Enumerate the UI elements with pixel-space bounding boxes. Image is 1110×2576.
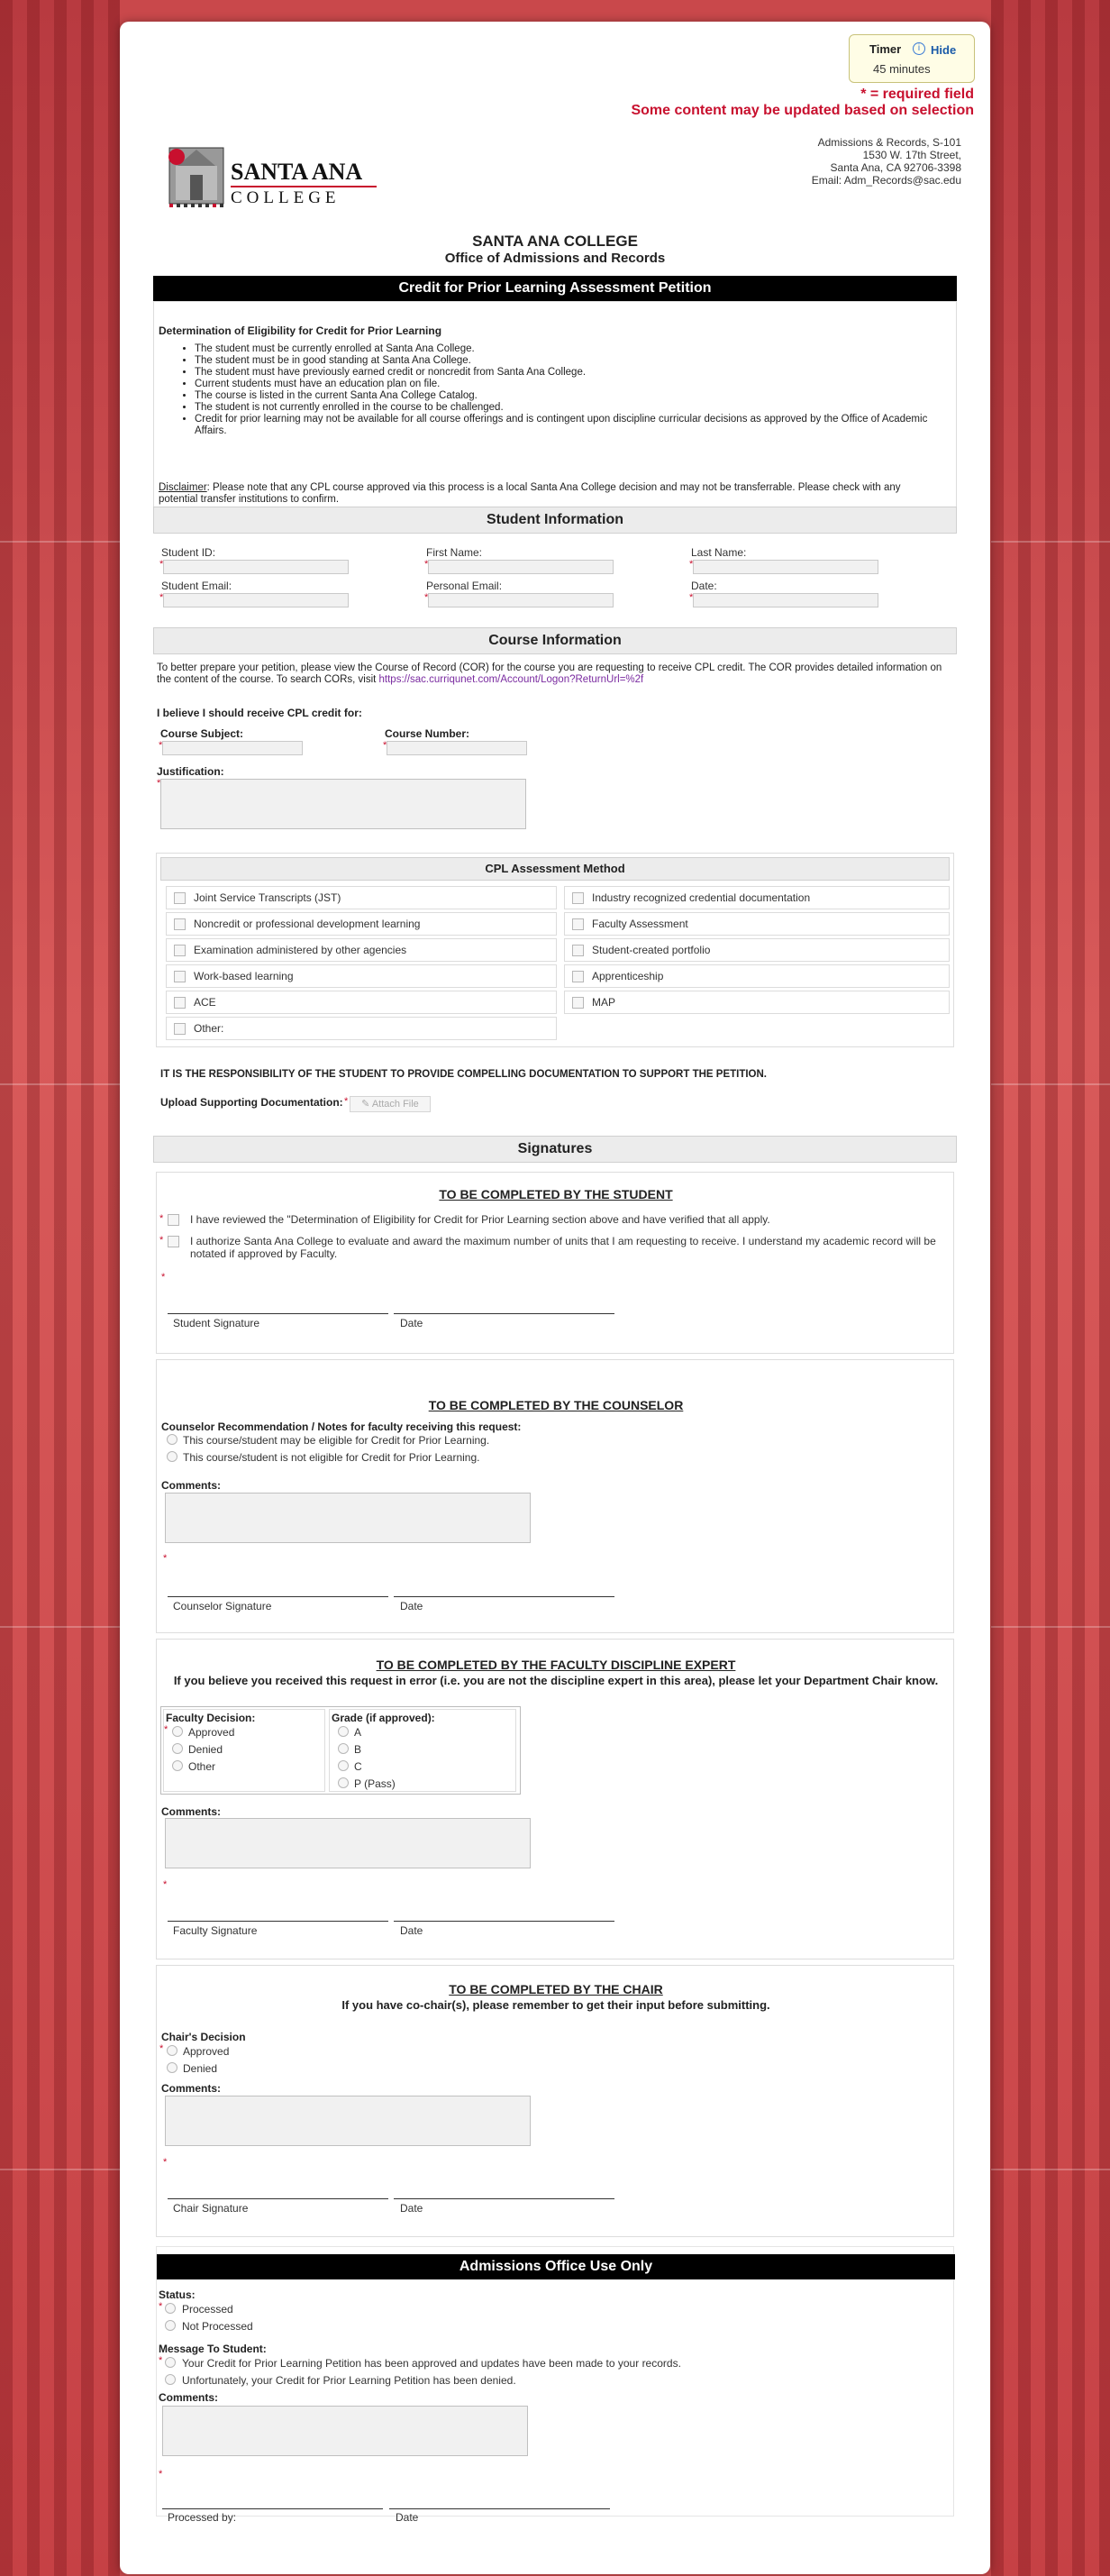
college-logo xyxy=(165,139,381,211)
cpl-section xyxy=(156,853,954,1047)
processed-by-label: Processed by: xyxy=(168,2511,237,2524)
cpl-option xyxy=(166,1017,557,1040)
timer-title: Timer xyxy=(869,42,902,56)
faculty-date-line[interactable] xyxy=(394,1921,614,1922)
eligibility-heading: Determination of Eligibility for Credit for Prior Learning xyxy=(159,324,442,337)
first-name-input[interactable] xyxy=(428,560,614,574)
cpl-option-label: Joint Service Transcripts (JST) xyxy=(194,891,341,904)
first-name-label: First Name: xyxy=(426,546,483,559)
cpl-option xyxy=(166,938,557,962)
student-signature-block xyxy=(156,1172,954,1354)
cpl-option xyxy=(564,991,950,1014)
required-marker: * xyxy=(163,1553,168,1564)
chair-date-label: Date xyxy=(400,2202,423,2215)
chair-block xyxy=(156,1965,954,2237)
faculty-other-radio[interactable] xyxy=(172,1760,183,1771)
student-id-input[interactable] xyxy=(163,560,349,574)
list-item: • Credit for prior learning may not be available for all course offerings and is contingent upon discipline curricular decisions as approved by the Office of Academic Affairs. xyxy=(195,414,933,437)
student-date-line[interactable] xyxy=(394,1313,614,1314)
cpl-option-checkbox[interactable] xyxy=(174,971,186,982)
chair-block-subtitle: If you have co-chair(s), please remember to get their input before submitting. xyxy=(341,1998,770,2012)
logo-line2: COLLEGE xyxy=(231,188,341,207)
student-signature-line[interactable] xyxy=(168,1313,388,1314)
course-subject-label: Course Subject: xyxy=(160,727,244,740)
counselor-comments-label: Comments: xyxy=(161,1479,222,1492)
required-marker: * xyxy=(159,592,164,603)
faculty-block-heading: TO BE COMPLETED BY THE FACULTY DISCIPLINE EXPERT xyxy=(376,1658,736,1672)
denied-message-label: Unfortunately, your Credit for Prior Learning Petition has been denied. xyxy=(182,2374,516,2387)
form-card xyxy=(120,22,990,2574)
chair-approved-radio[interactable] xyxy=(167,2045,177,2056)
chair-comments-label: Comments: xyxy=(161,2082,222,2095)
required-note: * = required field xyxy=(860,87,974,102)
list-item: • The student is not currently enrolled in the course to be challenged. xyxy=(195,402,933,414)
cpl-option xyxy=(166,886,557,909)
grade-b-label: B xyxy=(354,1743,362,1756)
grade-p-label: P (Pass) xyxy=(354,1777,396,1790)
may-be-eligible-label: This course/student may be eligible for Credit for Prior Learning. xyxy=(183,1434,490,1447)
required-marker: * xyxy=(383,740,387,751)
processed-by-line[interactable] xyxy=(162,2508,383,2509)
cpl-option-checkbox[interactable] xyxy=(174,892,186,904)
logo-rule xyxy=(231,186,377,187)
cpl-option-label: Industry recognized credential documentation xyxy=(592,891,811,904)
justification-textarea[interactable] xyxy=(160,779,526,829)
list-item: • The student must be currently enrolled at Santa Ana College. xyxy=(195,343,933,355)
believe-label: I believe I should receive CPL credit for: xyxy=(157,707,362,719)
chair-signature-line[interactable] xyxy=(168,2198,388,2199)
grade-a-radio[interactable] xyxy=(338,1726,349,1737)
not-processed-label: Not Processed xyxy=(182,2320,253,2333)
cpl-option-label: MAP xyxy=(592,996,616,1009)
required-marker: * xyxy=(157,778,161,789)
timer-hide-link[interactable]: Hide xyxy=(931,43,957,57)
authorize-text: I authorize Santa Ana College to evaluate and award the maximum number of units that I am requesting to receive. I understand my academic record will be notated if approved by Faculty. xyxy=(190,1235,936,1260)
chair-denied-radio[interactable] xyxy=(167,2062,177,2073)
last-name-label: Last Name: xyxy=(691,546,747,559)
background-right xyxy=(991,0,1110,2576)
date-input[interactable] xyxy=(693,593,878,607)
cpl-option-label: Examination administered by other agencies xyxy=(194,944,407,956)
office-comments-label: Comments: xyxy=(159,2391,219,2404)
office-title: Office of Admissions and Records xyxy=(444,251,666,266)
faculty-decision-cell xyxy=(163,1709,325,1792)
cpl-option-checkbox[interactable] xyxy=(572,997,584,1009)
chair-date-line[interactable] xyxy=(394,2198,614,2199)
cor-link[interactable]: https://sac.curriqunet.com/Account/Logon?ReturnUrl=%2f xyxy=(378,674,644,685)
counselor-date-label: Date xyxy=(400,1600,423,1612)
address-email: Email: Adm_Records@sac.edu xyxy=(811,174,961,187)
faculty-other-label: Other xyxy=(188,1760,216,1773)
required-marker: * xyxy=(159,2469,163,2480)
disclaimer xyxy=(159,482,942,506)
cpl-option-label: Noncredit or professional development learning xyxy=(194,918,421,930)
required-marker: * xyxy=(159,2355,163,2366)
counselor-comments-textarea[interactable] xyxy=(165,1493,531,1543)
faculty-denied-radio[interactable] xyxy=(172,1743,183,1754)
eligibility-verify-text: I have reviewed the "Determination of Eligibility for Credit for Prior Learning section above and have verified that all apply. xyxy=(190,1213,770,1226)
required-marker: * xyxy=(689,559,694,570)
personal-email-label: Personal Email: xyxy=(426,580,503,592)
required-marker: * xyxy=(344,1096,349,1107)
grade-c-label: C xyxy=(354,1760,362,1773)
disclaimer-label: Disclaimer xyxy=(159,482,207,493)
chair-denied-label: Denied xyxy=(183,2062,218,2075)
approved-message-label: Your Credit for Prior Learning Petition has been approved and updates have been made to your records. xyxy=(182,2357,681,2370)
cpl-option-label: Other: xyxy=(194,1022,224,1035)
update-note: Some content may be updated based on selection xyxy=(631,103,974,118)
required-marker: * xyxy=(424,592,429,603)
required-marker: * xyxy=(161,1272,166,1283)
justification-label: Justification: xyxy=(157,765,224,778)
grade-c-radio[interactable] xyxy=(338,1760,349,1771)
cpl-header: CPL Assessment Method xyxy=(160,857,950,881)
not-eligible-label: This course/student is not eligible for Credit for Prior Learning. xyxy=(183,1451,480,1464)
college-title: SANTA ANA COLLEGE xyxy=(472,233,638,250)
required-marker: * xyxy=(159,2301,163,2312)
required-marker: * xyxy=(424,559,429,570)
faculty-approved-radio[interactable] xyxy=(172,1726,183,1737)
cpl-option-checkbox[interactable] xyxy=(174,945,186,956)
cpl-option-label: Apprenticeship xyxy=(592,970,664,982)
student-signature-label: Student Signature xyxy=(173,1317,260,1329)
course-subject-input[interactable] xyxy=(162,741,303,755)
student-date-label: Date xyxy=(400,1317,423,1329)
personal-email-input[interactable] xyxy=(428,593,614,607)
signatures-header: Signatures xyxy=(153,1136,957,1163)
denied-message-radio[interactable] xyxy=(165,2374,176,2385)
list-item: • The course is listed in the current Santa Ana College Catalog. xyxy=(195,390,933,402)
last-name-input[interactable] xyxy=(693,560,878,574)
cpl-option xyxy=(564,912,950,936)
cpl-option xyxy=(166,912,557,936)
faculty-approved-label: Approved xyxy=(188,1726,235,1739)
attach-file-button[interactable]: ✎ Attach File xyxy=(350,1096,431,1112)
required-marker: * xyxy=(689,592,694,603)
grade-p-radio[interactable] xyxy=(338,1777,349,1788)
cpl-option-checkbox[interactable] xyxy=(174,1023,186,1035)
student-block-heading: TO BE COMPLETED BY THE STUDENT xyxy=(439,1187,673,1201)
chair-comments-textarea[interactable] xyxy=(165,2096,531,2146)
faculty-signature-label: Faculty Signature xyxy=(173,1924,258,1937)
eligibility-verify-checkbox[interactable] xyxy=(168,1214,179,1226)
logo-line1: SANTA ANA xyxy=(231,159,363,185)
disclaimer-text: : Please note that any CPL course approved via this process is a local Santa Ana College decision and may not be transferrable. Please check with any potential transfer institutions to confirm. xyxy=(159,482,901,505)
faculty-signature-line[interactable] xyxy=(168,1921,388,1922)
course-number-input[interactable] xyxy=(387,741,527,755)
counselor-signature-line[interactable] xyxy=(168,1596,388,1597)
approved-message-radio[interactable] xyxy=(165,2357,176,2368)
chair-block-heading: TO BE COMPLETED BY THE CHAIR xyxy=(449,1982,663,1996)
faculty-denied-label: Denied xyxy=(188,1743,223,1756)
required-marker: * xyxy=(159,1235,164,1246)
faculty-block-subtitle: If you believe you received this request in error (i.e. you are not the discipline expert in this area), please let your Department Chair know. xyxy=(173,1674,939,1687)
office-use-block xyxy=(156,2246,954,2517)
cpl-option xyxy=(564,886,950,909)
message-label: Message To Student: xyxy=(159,2343,267,2355)
address-line: Admissions & Records, S-101 xyxy=(817,136,961,149)
address-line: Santa Ana, CA 92706-3398 xyxy=(830,161,961,174)
office-date-line[interactable] xyxy=(389,2508,610,2509)
counselor-block xyxy=(156,1359,954,1633)
grade-label: Grade (if approved): xyxy=(332,1712,435,1724)
office-status-label: Status: xyxy=(159,2288,196,2301)
student-email-label: Student Email: xyxy=(161,580,232,592)
processed-radio[interactable] xyxy=(165,2303,176,2314)
office-date-label: Date xyxy=(396,2511,419,2524)
address-line: 1530 W. 17th Street, xyxy=(862,149,961,161)
not-eligible-radio[interactable] xyxy=(167,1451,177,1462)
student-id-label: Student ID: xyxy=(161,546,216,559)
student-info-header: Student Information xyxy=(153,507,957,534)
faculty-comments-textarea[interactable] xyxy=(165,1818,531,1868)
required-marker: * xyxy=(159,2043,164,2054)
list-item: • The student must have previously earned credit or noncredit from Santa Ana College. xyxy=(195,367,933,379)
cpl-option-checkbox[interactable] xyxy=(572,945,584,956)
eligibility-section xyxy=(153,301,957,514)
processed-label: Processed xyxy=(182,2303,233,2316)
cpl-option xyxy=(166,991,557,1014)
course-intro xyxy=(157,662,950,686)
required-marker: * xyxy=(159,1213,164,1224)
cpl-option-checkbox[interactable] xyxy=(174,997,186,1009)
course-number-label: Course Number: xyxy=(385,727,470,740)
grade-b-radio[interactable] xyxy=(338,1743,349,1754)
may-be-eligible-radio[interactable] xyxy=(167,1434,177,1445)
form-title: Credit for Prior Learning Assessment Petition xyxy=(153,276,957,301)
college-seal-icon xyxy=(165,139,228,211)
office-use-header: Admissions Office Use Only xyxy=(157,2254,955,2279)
chair-approved-label: Approved xyxy=(183,2045,230,2058)
required-marker: * xyxy=(159,740,163,751)
grade-a-label: A xyxy=(354,1726,362,1739)
cpl-option-label: Faculty Assessment xyxy=(592,918,688,930)
faculty-block xyxy=(156,1639,954,1959)
required-marker: * xyxy=(163,2157,168,2168)
faculty-comments-label: Comments: xyxy=(161,1805,222,1818)
faculty-date-label: Date xyxy=(400,1924,423,1937)
cpl-option xyxy=(564,964,950,988)
required-marker: * xyxy=(164,1724,168,1735)
cpl-option-label: Student-created portfolio xyxy=(592,944,711,956)
office-comments-textarea[interactable] xyxy=(162,2406,528,2456)
faculty-decision-label: Faculty Decision: xyxy=(166,1712,256,1724)
office-address xyxy=(812,136,961,187)
counselor-signature-label: Counselor Signature xyxy=(173,1600,272,1612)
counselor-rec-label: Counselor Recommendation / Notes for faculty receiving this request: xyxy=(161,1420,522,1433)
course-intro-text: To better prepare your petition, please view the Course of Record (COR) for the course you are requesting to receive CPL credit. The COR provides detailed information on the content of the course. To search CORs, visit xyxy=(157,662,942,685)
cpl-option xyxy=(564,938,950,962)
grade-cell xyxy=(329,1709,516,1792)
background-left xyxy=(0,0,120,2576)
cpl-option-label: ACE xyxy=(194,996,216,1009)
cpl-option-checkbox[interactable] xyxy=(572,892,584,904)
required-marker: * xyxy=(159,559,164,570)
cpl-option-label: Work-based learning xyxy=(194,970,294,982)
responsibility-notice: IT IS THE RESPONSIBILITY OF THE STUDENT TO PROVIDE COMPELLING DOCUMENTATION TO SUPPORT THE PETITION. xyxy=(160,1069,768,1080)
timer-value: 45 minutes xyxy=(873,62,931,76)
required-marker: * xyxy=(163,1879,168,1890)
cpl-option-checkbox[interactable] xyxy=(174,918,186,930)
counselor-date-line[interactable] xyxy=(394,1596,614,1597)
info-icon: i xyxy=(913,42,925,55)
faculty-decision-table xyxy=(160,1706,521,1795)
eligibility-list xyxy=(159,343,933,437)
upload-label: Upload Supporting Documentation: xyxy=(160,1096,343,1109)
chair-signature-label: Chair Signature xyxy=(173,2202,249,2215)
cpl-option-checkbox[interactable] xyxy=(572,918,584,930)
cpl-option xyxy=(166,964,557,988)
cpl-option-checkbox[interactable] xyxy=(572,971,584,982)
counselor-block-heading: TO BE COMPLETED BY THE COUNSELOR xyxy=(428,1398,684,1412)
student-email-input[interactable] xyxy=(163,593,349,607)
timer-box xyxy=(849,34,975,83)
list-item: • The student must be in good standing at Santa Ana College. xyxy=(195,355,933,367)
course-info-header: Course Information xyxy=(153,627,957,654)
date-label: Date: xyxy=(691,580,717,592)
list-item: • Current students must have an education plan on file. xyxy=(195,379,933,390)
not-processed-radio[interactable] xyxy=(165,2320,176,2331)
authorize-checkbox[interactable] xyxy=(168,1236,179,1247)
chair-decision-label: Chair's Decision xyxy=(161,2031,246,2043)
